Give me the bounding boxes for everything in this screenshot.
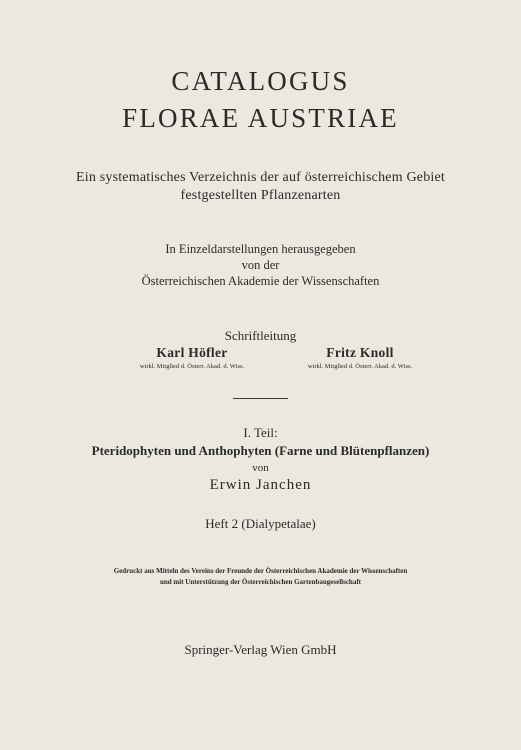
main-title-line2: FLORAE AUSTRIAE	[122, 103, 399, 133]
main-title-line1: CATALOGUS	[171, 66, 350, 96]
editor-role: wirkl. Mitglied d. Österr. Akad. d. Wiss.	[307, 363, 413, 370]
issue-label: Heft 2 (Dialypetalae)	[205, 516, 316, 531]
section-divider	[233, 398, 288, 399]
subtitle-line2: festgestellten Pflanzenarten	[180, 188, 341, 203]
part-title: Pteridophyten und Anthophyten (Farne und Blütenpflanzen)	[91, 443, 430, 458]
editor-karl-hoefler	[112, 345, 272, 370]
editorial-line2: von der	[241, 258, 280, 272]
editor-name: Fritz Knoll	[326, 345, 394, 360]
publisher-name: Springer-Verlag Wien GmbH	[184, 642, 337, 657]
editorial-line1: In Einzeldarstellungen herausgegeben	[165, 242, 356, 256]
printing-note-line1: Gedruckt aus Mitteln des Vereins der Freunde der Österreichischen Akademie der Wissenschaften	[113, 567, 408, 575]
part-label: I. Teil:	[243, 425, 278, 440]
editor-name: Karl Höfler	[156, 345, 228, 360]
editor-fritz-knoll	[250, 345, 470, 370]
editor-role: wirkl. Mitglied d. Österr. Akad. d. Wiss.	[139, 363, 245, 370]
editorial-line3: Österreichischen Akademie der Wissenschaften	[141, 274, 380, 288]
subtitle-line1: Ein systematisches Verzeichnis der auf österreichischem Gebiet	[75, 170, 446, 185]
printing-note-line2: und mit Unterstützung der Österreichischen Gartenbaugesellschaft	[160, 578, 361, 586]
schriftleitung-label: Schriftleitung	[224, 328, 297, 343]
by-label: von	[252, 462, 269, 474]
author-name: Erwin Janchen	[209, 477, 312, 493]
